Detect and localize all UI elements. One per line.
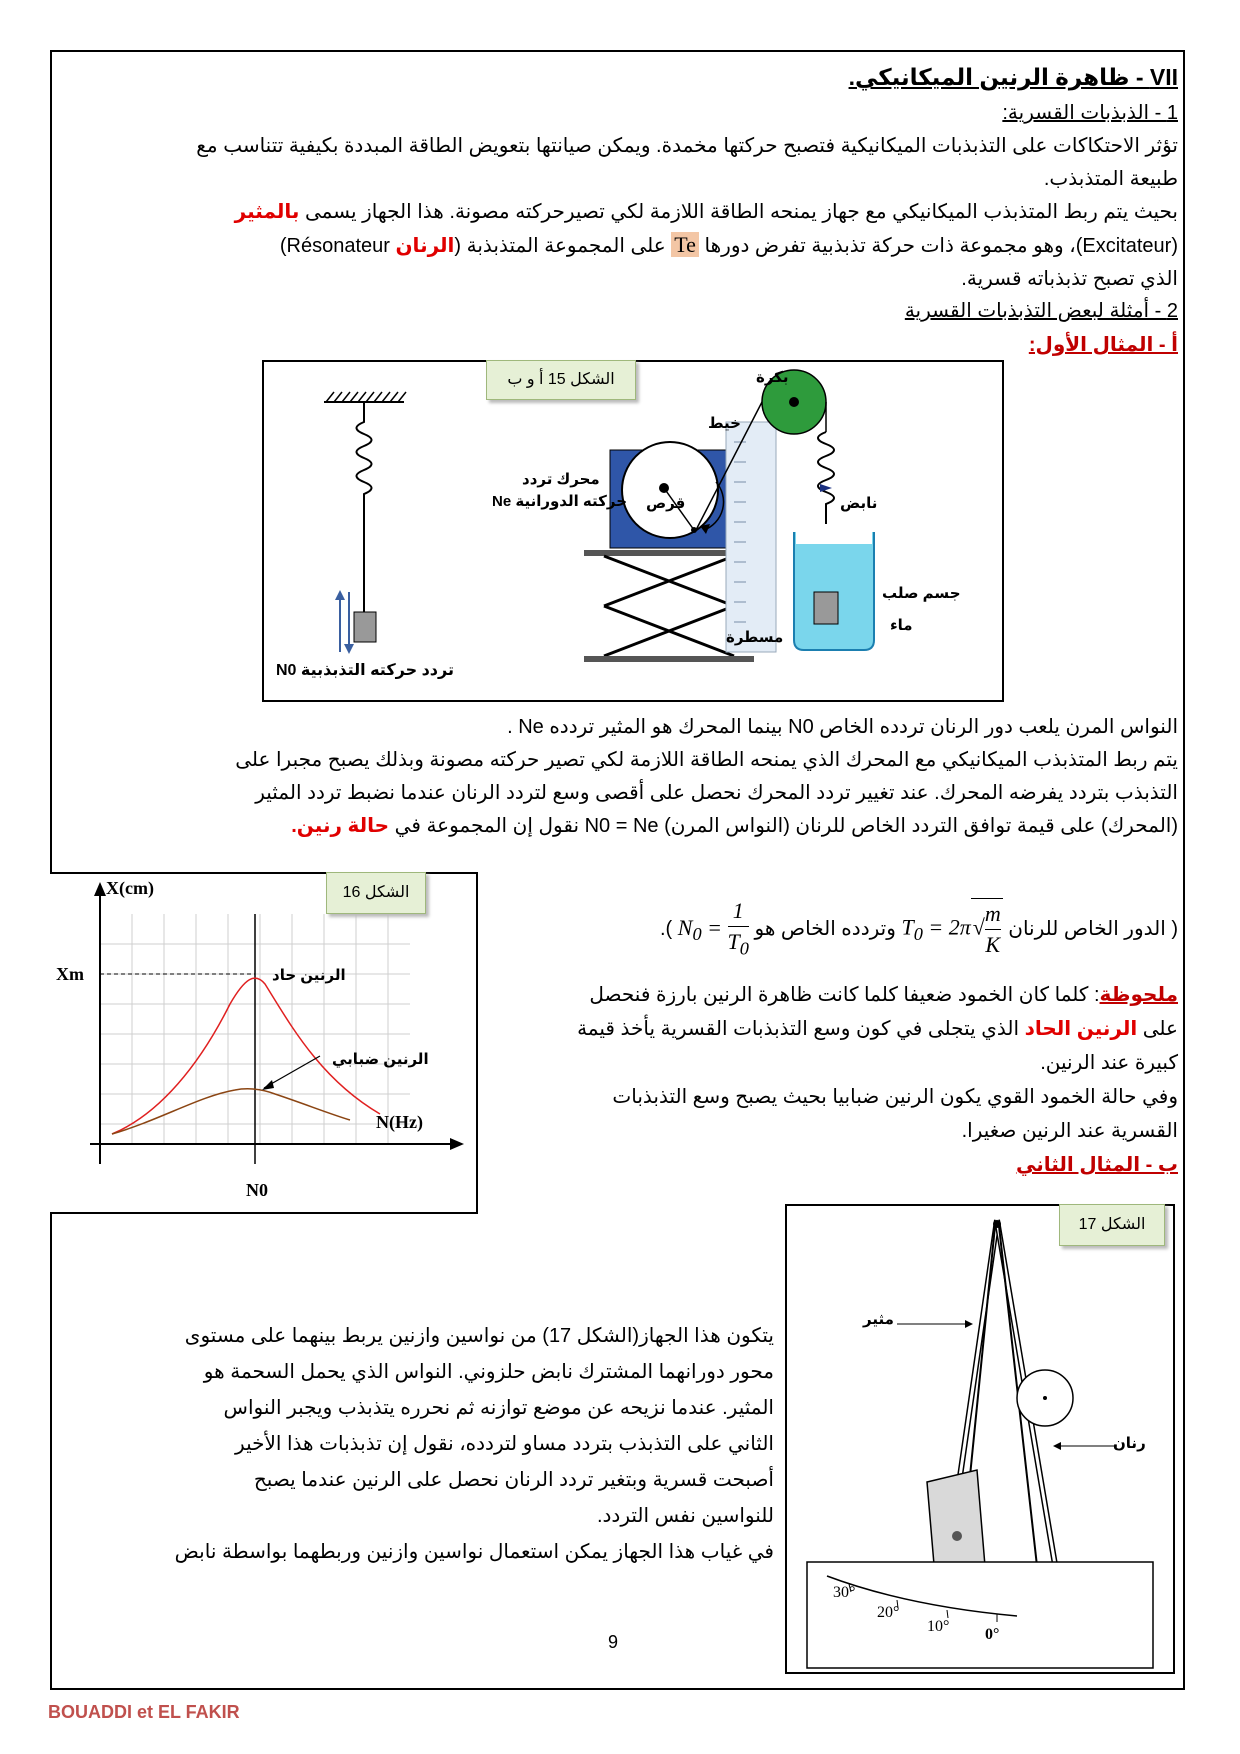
page-title: VII - ظاهرة الرنين الميكانيكي. [848, 64, 1178, 90]
note-text-1: : كلما كان الخمود ضعيفا كلما كانت ظاهرة الرنين بارزة فنحصل [589, 984, 1100, 1006]
angle-20: 20° [877, 1604, 900, 1621]
section1-heading: 1 - الذبذبات القسرية: [1002, 102, 1178, 124]
paragraph-6: يتم ربط المتذبذب الميكانيكي مع المحرك الذي يمنحه الطاقة اللازمة لكي تصير حركته مصونة وبذلك يصبح مجبرا على [235, 749, 1178, 771]
disk [622, 442, 718, 538]
paragraph-8-text: (المحرك) على قيمة توافق التردد الخاص للرنان (النواس المرن) N0 = Ne نقول إن المجموعة في [394, 815, 1178, 837]
paragraph-10: محور دورانهما المشترك نابض حلزوني. النواس الذي يحمل السحمة هو [203, 1361, 774, 1383]
exciter-term: بالمثير [234, 201, 300, 223]
label-disk: قرص [646, 495, 686, 512]
exciter-label: مثير [863, 1311, 894, 1328]
figure-16-caption: الشكل 16 [326, 872, 426, 914]
note-line-3: كبيرة عند الرنين. [1040, 1052, 1178, 1074]
page-number: 9 [608, 1632, 619, 1652]
period-formula: $T_0 = 2\pi√$ $\frac{m}{K}$ [901, 898, 1002, 960]
section2-heading: 2 - أمثلة لبعض التذبذبات القسرية [904, 300, 1178, 322]
paragraph-2-text: بحيث يتم ربط المتذبذب الميكانيكي مع جهاز يمنحه الطاقة اللازمة لكي تصيرحركته مصونة. هذا الجهاز يسمى [304, 201, 1178, 223]
blurred-label: الرنين ضبابي [332, 1051, 429, 1068]
frequency-formula: $N_0$ = $\frac{1}{T_0}$ [677, 898, 749, 959]
label-water: ماء [890, 617, 913, 634]
te-symbol: Te [671, 232, 699, 257]
example2-heading: ب - المثال الثاني [1015, 1154, 1178, 1176]
angle-0: 0° [985, 1626, 1000, 1643]
label-body: جسم صلب [882, 585, 961, 602]
paragraph-5: النواس المرن يلعب دور الرنان تردده الخاص N0 بينما المحرك هو المثير تردده Ne . [507, 716, 1178, 738]
paragraph-14: للنواسين نفس التردد. [596, 1505, 774, 1527]
paragraph-3-text-c: Résonateur) [279, 235, 390, 257]
beaker [794, 532, 874, 650]
label-ruler: مسطرة [726, 629, 784, 646]
resonance-state: حالة رنين. [291, 815, 390, 837]
left-spring [357, 402, 372, 612]
figure-15 [262, 360, 1004, 702]
y-axis-label: X(cm) [106, 878, 154, 898]
paragraph-12: الثاني على التذبذب بتردد مساو لتردده، نقول إن تذبذبات هذا الأخير [235, 1433, 774, 1455]
paragraph-9: يتكون هذا الجهاز(الشكل 17) من نواسين وازنين يربط بينهما على مستوى [184, 1325, 774, 1347]
note-label: ملحوظة [1099, 984, 1178, 1006]
left-mass [354, 612, 376, 642]
label-motor: محرك تردد [522, 471, 600, 488]
paragraph-13: أصبحت قسرية وبتغير تردد الرنان نحصل على الرنين عندما يصبح [253, 1469, 774, 1491]
formula-text-2: وتردده الخاص هو [754, 917, 896, 940]
label-motor-2: حركته الدورانية Ne [492, 493, 627, 510]
label-pulley: بكرة [756, 369, 789, 386]
note-text-2b: الذي يتجلى في كون وسع التذبذبات القسرية يأخذ قيمة [577, 1018, 1020, 1040]
x-axis-label: N(Hz) [376, 1112, 423, 1132]
angle-scale [807, 1562, 1153, 1668]
example2-paragraph [84, 1318, 774, 1570]
formula-text-1: ( الدور الخاص للرنان [1008, 917, 1178, 940]
paragraph-2 [62, 197, 1178, 227]
label-spring: نابض [840, 495, 878, 512]
paragraph-11: المثير. عندما نزيحه عن موضع توازنه ثم نحرره يتذبذب ويجبر النواس [223, 1397, 774, 1419]
authors: BOUADDI et EL FAKIR [48, 1702, 240, 1722]
figure-17-caption: الشكل 17 [1059, 1204, 1165, 1246]
figure-15-drawing [264, 362, 1002, 700]
paragraph-1b: طبيعة المتذبذب. [1043, 168, 1178, 190]
paragraph-8 [62, 811, 1178, 841]
label-thread: خيط [708, 415, 741, 432]
paragraph-15: في غياب هذا الجهاز يمكن استعمال نواسين وازنين وربطهما بواسطة نابض [174, 1541, 774, 1563]
note-line-5: القسرية عند الرنين صغيرا. [961, 1120, 1178, 1142]
paragraph-1: تؤثر الاحتكاكات على التذبذبات الميكانيكية فتصبح حركتها مخمدة. ويمكن صيانتها بتعويض الطاقة المبددة بكيفية تتناسب مع [196, 135, 1178, 157]
sharp-label: الرنين حاد [272, 967, 346, 984]
xm-label: Xm [56, 964, 84, 984]
note-line-2 [577, 1014, 1178, 1044]
paragraph-3-text-b: على المجموعة المتذبذبة ( [454, 235, 666, 257]
sharp-resonance-term: الرنين الحاد [1024, 1018, 1138, 1040]
paragraph-4: الذي تصبح تذبذباته قسرية. [961, 268, 1178, 290]
solid-body [814, 592, 838, 624]
note-line-4: وفي حالة الخمود القوي يكون الرنين ضبابيا بحيث يصبح وسع التذبذبات [612, 1086, 1178, 1108]
angle-30: 30° [833, 1584, 856, 1601]
resonator-term: الرنان [395, 235, 455, 257]
figure-17 [785, 1204, 1175, 1674]
note-text-2a: على [1142, 1018, 1178, 1040]
example1-heading: أ - المثال الأول: [1028, 334, 1178, 356]
label-frequency: تردد حركته التذبذبية N0 [276, 662, 454, 679]
figure-15-caption: الشكل 15 أ و ب [486, 360, 636, 400]
paragraph-3-text-a: (Excitateur)، وهو مجموعة ذات حركة تذبذبية تفرض دورها [704, 235, 1178, 257]
angle-10: 10° [927, 1618, 950, 1635]
n0-label: N0 [246, 1180, 268, 1200]
note-line-1 [589, 980, 1178, 1010]
paragraph-3 [62, 230, 1178, 261]
formula-line: ( الدور الخاص للرنان $T_0 = 2\pi√$ $\frac{m}{K}$ وتردده الخاص هو $N_0$ = $\frac{1}{T_0}$ ). [660, 896, 1178, 963]
blurred-resonance-curve [112, 1089, 350, 1134]
paragraph-7: التذبذب بتردد يفرضه المحرك. عند تغيير تردد المحرك نحصل على أقصى وسع لتردد الرنان عندما نضبط تردد المثير [255, 782, 1178, 804]
resonator-label: رنان [1113, 1435, 1146, 1452]
